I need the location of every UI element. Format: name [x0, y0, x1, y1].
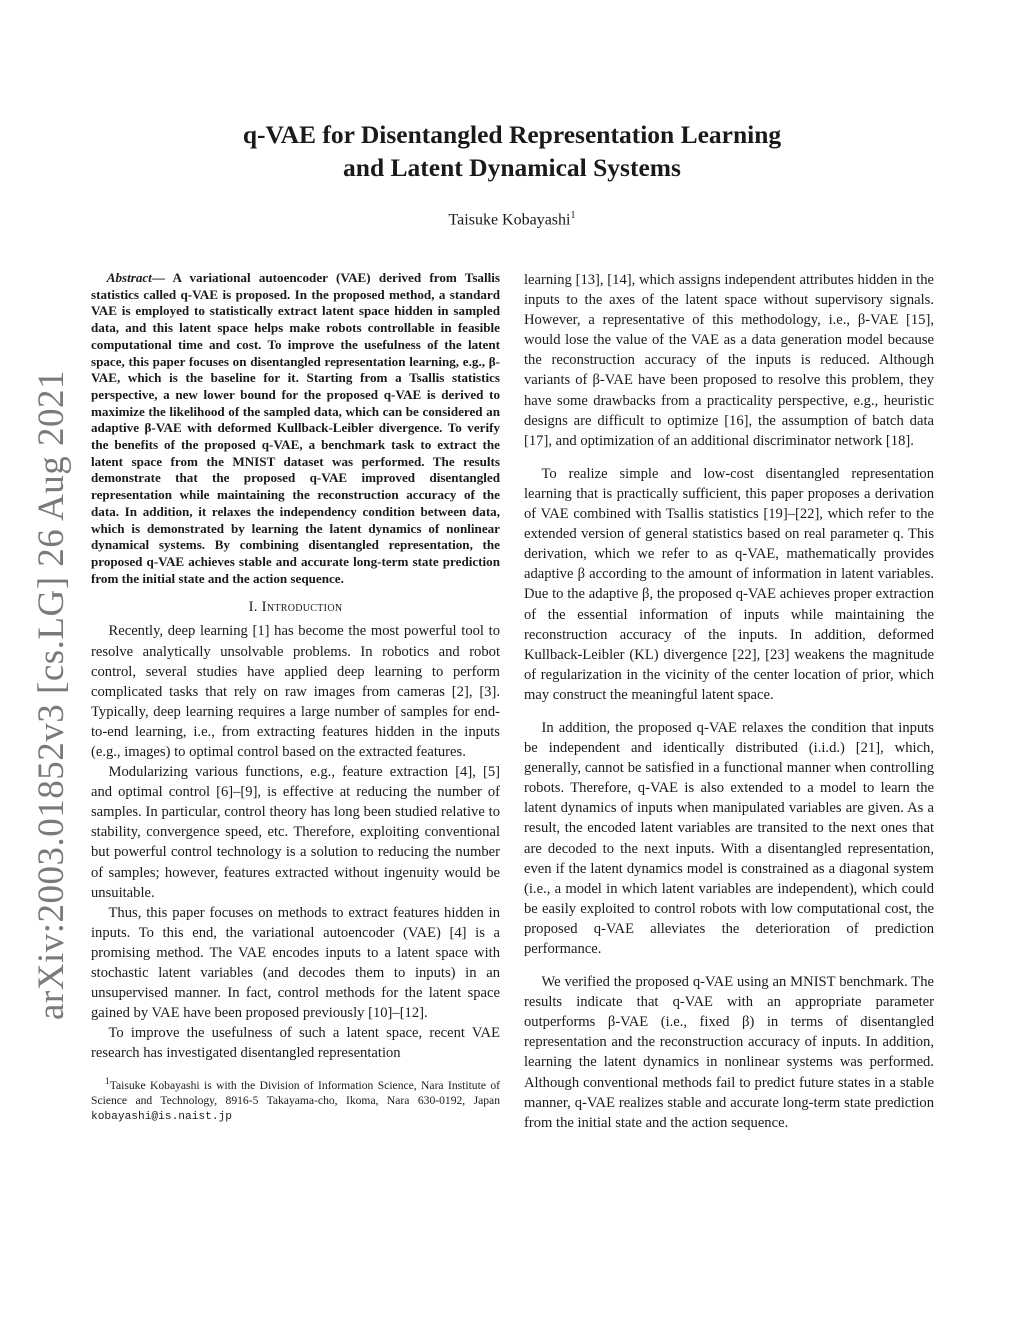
abstract — [91, 270, 500, 587]
abstract-dash: — — [151, 270, 165, 285]
intro-paragraph-1: Recently, deep learning [1] has become the most powerful tool to resolve analytically unsolvable problems. In robotics and robot control, several studies have applied deep learning to perform complicated tasks that rely on raw images from cameras [2], [3]. Typically, deep learning requires a large number of samples for end-to-end learning, i.e., from extracting features hidden in the inputs (e.g., images) to optimal control based on the extracted features. — [91, 623, 500, 761]
author-footnote-mark: 1 — [570, 210, 576, 221]
footnote — [91, 1074, 500, 1125]
title-line-1: q-VAE for Disentangled Representation Learning — [242, 120, 782, 149]
author-line — [140, 210, 884, 229]
intro-paragraph-4: To improve the usefulness of such a latent space, recent VAE research has investigated disentangled representation — [91, 1025, 500, 1062]
section-heading-introduction: I. Introduction — [248, 599, 343, 616]
footnote-email: kobayashi@is.naist.jp — [91, 1110, 232, 1123]
arxiv-side-label: arXiv:2003.01852v3 [cs.LG] 26 Aug 2021 — [31, 370, 72, 1020]
right-paragraph-1: learning [13], [14], which assigns independent attributes hidden in the inputs to the axes of the latent space without supervisory signals. However, a representative of this methodology, i.e., β-VAE [15], would lose the value of the VAE as a data generation model because the reconstruction accuracy of the inputs is reduced. Although variants of β-VAE have been proposed to resolve this problem, they have some drawbacks from a practicality perspective, e.g., heuristic designs are difficult to optimize [16], the assumption of batch data [17], and optimization of an additional discriminator network [18]. — [524, 272, 934, 449]
right-paragraph-4: We verified the proposed q-VAE using an MNIST benchmark. The results indicate that q-VAE with an appropriate parameter outperforms β-VAE (i.e., fixed β) in terms of disentangled representation and the reconstruction accuracy of inputs. In addition, learning the latent dynamics in nonlinear systems was performed. Although conventional methods fail to predict future states in a stable manner, q-VAE realizes stable and accurate long-term state prediction from the initial state and the action sequence. — [524, 974, 934, 1131]
intro-paragraph-3: Thus, this paper focuses on methods to extract features hidden in inputs. To this end, the variational autoencoder (VAE) [4] is a promising method. The VAE encodes inputs to a latent space with stochastic latent variables (and decodes them to inputs) in an unsupervised manner. In fact, control methods for the latent space gained by VAE have been proposed previously [10]–[12]. — [91, 904, 500, 1022]
title-line-2: and Latent Dynamical Systems — [343, 153, 681, 182]
right-paragraph-3: In addition, the proposed q-VAE relaxes the condition that inputs be independent and identically distributed (i.i.d.) [21], which, generally, cannot be satisfied in a functional manner when controlling robots. Therefore, q-VAE is also extended to a model to learn the latent dynamics of inputs when manipulated variables are given. As a result, the encoded latent variables are transited to the next ones that are decoded to the next inputs. With a disentangled representation, even if the latent dynamics model is constrained as a diagonal system (i.e., a model in which latent variables are independent), which could be easily exploited to control robots with low computational cost, the proposed q-VAE alleviates the deterioration of prediction performance. — [524, 719, 934, 957]
paper-title — [140, 118, 884, 184]
right-column — [524, 270, 934, 1133]
author-name: Taisuke Kobayashi — [448, 211, 571, 229]
footnote-text: Taisuke Kobayashi is with the Division of Information Science, Nara Institute of Science and Technology, 8916-5 Takayama-cho, Ikoma, Nara 630-0192, Japan — [91, 1078, 500, 1107]
left-column — [91, 270, 500, 1125]
footnote-mark: 1 — [104, 1075, 110, 1087]
abstract-label: Abstract — [106, 270, 152, 285]
right-paragraph-2: To realize simple and low-cost disentangled representation learning that is practically sufficient, this paper proposes a derivation of VAE combined with Tsallis statistics [19]–[22], which refer to the extended version of general statistics based on real parameter q. This derivation, which we refer to as q-VAE, mathematically provides adaptive β according to the amount of information in latent variables. Due to the adaptive β, the proposed q-VAE achieves proper extraction of the essential information of inputs while maintaining the reconstruction accuracy of the inputs. In addition, deformed Kullback-Leibler (KL) divergence [22], [23] weakens the magnitude of regularization in the vicinity of the center location of prior, which may construct the meaningful latent space. — [524, 465, 934, 703]
intro-paragraph-2: Modularizing various functions, e.g., feature extraction [4], [5] and optimal control [6]–[9], is effective at reducing the number of samples. In particular, control theory has long been studied relative to stability, convergence speed, etc. Therefore, exploiting conventional but powerful control technology is a solution to reducing the number of samples; however, features extracted without ingenuity would be unsuitable. — [91, 764, 500, 901]
abstract-text: A variational autoencoder (VAE) derived from Tsallis statistics called q-VAE is proposed. In the proposed method, a standard VAE is employed to statistically extract latent space hidden in sampled data, and this latent space helps make robots controllable in feasible computational time and cost. To improve the usefulness of the latent space, this paper focuses on disentangled representation learning, e.g., β-VAE, which is the baseline for it. Starting from a Tsallis statistics perspective, a new lower bound for the proposed q-VAE is derived to maximize the likelihood of the sampled data, which can be considered an adaptive β-VAE with deformed Kullback-Leibler divergence. To verify the benefits of the proposed q-VAE, a benchmark task to extract the latent space from the MNIST dataset was performed. The results demonstrate that the proposed q-VAE improved disentangled representation while maintaining the reconstruction accuracy of the data. In addition, it relaxes the independency condition between data, which is demonstrated by learning the latent dynamics of nonlinear dynamical systems. By combining disentangled representation, the proposed q-VAE achieves stable and accurate long-term state prediction from the initial state and the action sequence. — [91, 270, 500, 586]
